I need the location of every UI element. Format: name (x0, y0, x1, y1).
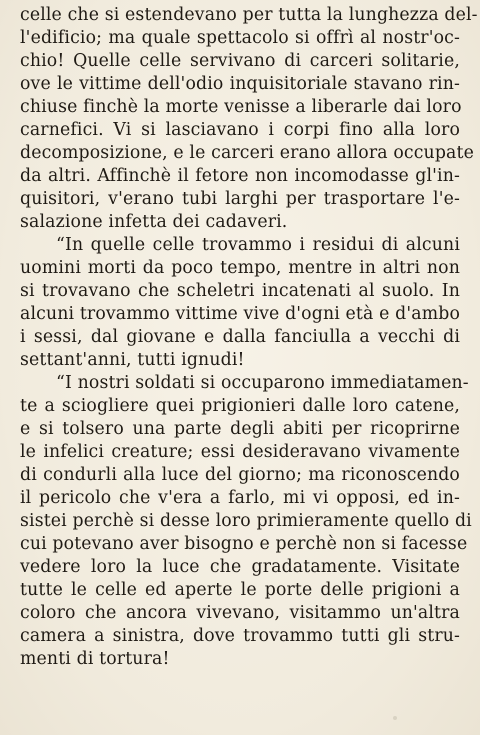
text-line: “I nostri soldati si occuparono immediatamen- (56, 373, 469, 393)
text-line: sistei perchè si desse loro primieramente quello di (20, 511, 472, 531)
text-line: il pericolo che v'era a farlo, mi vi opposi, ed in- (20, 488, 460, 508)
text-line: decomposizione, e le carceri erano allora occupate (20, 143, 474, 163)
text-line: camera a sinistra, dove trovammo tutti gli stru- (20, 626, 460, 646)
text-line: uomini morti da poco tempo, mentre in altri non (20, 258, 460, 278)
text-line: ove le vittime dell'odio inquisitoriale stavano rin- (20, 74, 460, 94)
text-line: di condurli alla luce del giorno; ma riconoscendo (20, 465, 460, 485)
text-line: quisitori, v'erano tubi larghi per trasportare l'e- (20, 189, 460, 209)
text-line: tutte le celle ed aperte le porte delle prigioni a (20, 580, 460, 600)
paper-speck (393, 716, 397, 720)
body-text (20, 4, 478, 671)
text-line: celle che si estendevano per tutta la lunghezza del- (20, 5, 478, 25)
text-line: e si tolsero una parte degli abiti per ricoprirne (20, 419, 460, 439)
text-line: alcuni trovammo vittime vive d'ogni età e d'ambo (20, 304, 461, 324)
text-line: le infelici creature; essi desideravano vivamente (20, 442, 460, 462)
text-line: cui potevano aver bisogno e perchè non si facesse (20, 534, 468, 554)
text-line: chiuse finchè la morte venisse a liberarle dai loro (20, 97, 462, 117)
text-line: i sessi, dal giovane e dalla fanciulla a vecchi di (20, 327, 460, 347)
text-line: “In quelle celle trovammo i residui di alcuni (56, 235, 460, 255)
text-line: carnefici. Vi si lasciavano i corpi fino alla loro (20, 120, 460, 140)
text-line: vedere loro la luce che gradatamente. Visitate (20, 557, 460, 577)
text-line: coloro che ancora vivevano, visitammo un'altra (20, 603, 460, 623)
text-line: da altri. Affinchè il fetore non incomodasse gl'in- (20, 166, 460, 186)
text-line: te a sciogliere quei prigionieri dalle loro catene, (20, 396, 460, 416)
text-line: si trovavano che scheletri incatenati al suolo. In (20, 281, 460, 301)
text-line: menti di tortura! (20, 649, 170, 669)
text-line: settant'anni, tutti ignudi! (20, 350, 245, 370)
text-line: l'edificio; ma quale spettacolo si offrì al nostr'oc- (20, 28, 460, 48)
text-line: chio! Quelle celle servivano di carceri solitarie, (20, 51, 460, 71)
text-line: salazione infetta dei cadaveri. (20, 212, 288, 232)
